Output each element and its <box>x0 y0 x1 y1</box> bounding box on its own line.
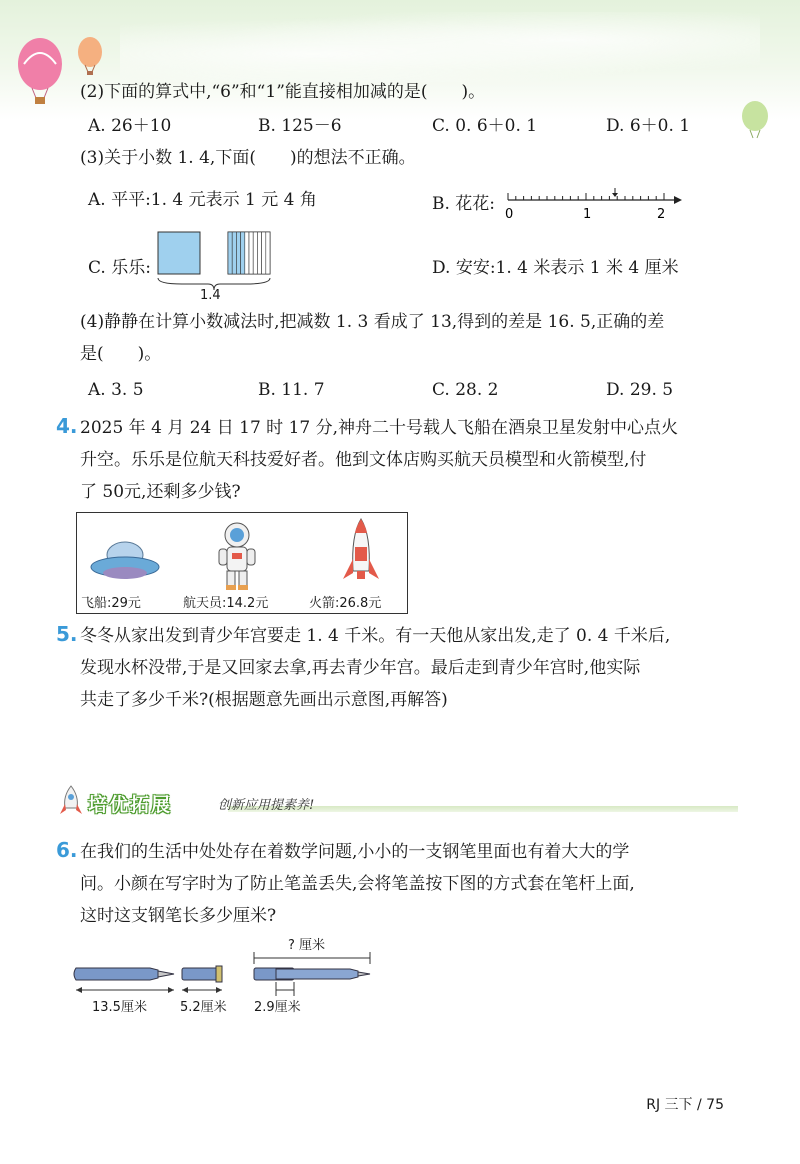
banner-subtitle: 创新应用提素养! <box>218 798 315 813</box>
tenth-strip <box>245 232 249 274</box>
tenth-strip <box>228 232 232 274</box>
q4-line1: 2025 年 4 月 24 日 17 时 17 分,神舟二十号载人飞船在酒泉卫星发射中心点火 <box>80 418 679 438</box>
number-line-ruler <box>500 186 686 222</box>
q3-option-b[interactable]: B. 花花: <box>432 194 496 214</box>
pen-body-label: 13.5厘米 <box>92 1000 147 1015</box>
q6-line3: 这时这支钢笔长多少厘米? <box>80 906 277 926</box>
q2-stem: (2)下面的算式中,“6”和“1”能直接相加减的是( )。 <box>80 82 486 102</box>
balloon-icon <box>738 100 772 142</box>
q3-4-stem-line1: (4)静静在计算小数减法时,把减数 1. 3 看成了 13,得到的差是 16. 5,正确的差 <box>80 312 665 332</box>
banner-title: 培优拓展 <box>88 794 173 816</box>
rocket-badge-icon <box>58 784 84 818</box>
tenth-strip <box>249 232 253 274</box>
q5-line2: 发现水杯没带,于是又回家去拿,再去青少年宫。最后走到青少年宫时,他实际 <box>80 658 641 678</box>
q5-line3: 共走了多少千米?(根据题意先画出示意图,再解答) <box>80 690 448 710</box>
tenth-strip <box>241 232 245 274</box>
pen-cap-label: 5.2厘米 <box>180 1000 227 1015</box>
spaceship-icon <box>89 535 161 585</box>
q3-stem: (3)关于小数 1. 4,下面( )的想法不正确。 <box>80 148 416 168</box>
q6-line2: 问。小颜在写字时为了防止笔盖丢失,会将笔盖按下图的方式套在笔杆上面, <box>80 874 635 894</box>
tenth-strip <box>262 232 266 274</box>
q5-line1: 冬冬从家出发到青少年宫要走 1. 4 千米。有一天他从家出发,走了 0. 4 千米后, <box>80 626 671 646</box>
q4-number: 4. <box>56 414 78 438</box>
rocket-price: 火箭:26.8元 <box>309 596 382 611</box>
q2-option-d[interactable]: D. 6＋0. 1 <box>606 116 691 136</box>
brace-label: 1.4 <box>200 288 221 303</box>
astronaut-price: 航天员:14.2元 <box>183 596 269 611</box>
rocket-icon <box>339 517 383 593</box>
q3-4-option-d[interactable]: D. 29. 5 <box>606 380 674 400</box>
q3-option-a[interactable]: A. 平平:1. 4 元表示 1 元 4 角 <box>88 190 317 210</box>
q4-line3: 了 50元,还剩多少钱? <box>80 482 241 502</box>
page-footer: RJ 三下 / 75 <box>646 1097 724 1113</box>
q3-4-option-a[interactable]: A. 3. 5 <box>88 380 144 400</box>
tenth-strip <box>232 232 236 274</box>
tenth-strip <box>253 232 257 274</box>
q5-number: 5. <box>56 622 78 646</box>
tenth-strip <box>257 232 261 274</box>
q2-option-b[interactable]: B. 125－6 <box>258 116 342 136</box>
pen-total-label: ? 厘米 <box>288 938 326 953</box>
spaceship-price: 飞船:29元 <box>81 596 141 611</box>
cloud-decoration <box>120 12 760 82</box>
goods-price-box <box>76 512 408 614</box>
section-banner <box>58 790 738 816</box>
astronaut-icon <box>215 521 259 593</box>
q3-option-c[interactable]: C. 乐乐: <box>88 258 151 278</box>
tenth-strip <box>266 232 270 274</box>
pen-overlap-label: 2.9厘米 <box>254 1000 301 1015</box>
q3-option-d[interactable]: D. 安安:1. 4 米表示 1 米 4 厘米 <box>432 258 679 278</box>
q3-4-option-b[interactable]: B. 11. 7 <box>258 380 325 400</box>
q2-option-a[interactable]: A. 26＋10 <box>88 116 172 136</box>
q3-4-stem-line2: 是( )。 <box>80 344 162 364</box>
q6-line1: 在我们的生活中处处存在着数学问题,小小的一支钢笔里面也有着大大的学 <box>80 842 630 862</box>
q3-4-option-c[interactable]: C. 28. 2 <box>432 380 499 400</box>
ruler-tick-label-1: 1 <box>583 207 592 222</box>
q6-number: 6. <box>56 838 78 862</box>
tenth-strip <box>236 232 240 274</box>
ruler-tick-label-2: 2 <box>657 207 666 222</box>
q2-option-c[interactable]: C. 0. 6＋0. 1 <box>432 116 538 136</box>
q4-line2: 升空。乐乐是位航天科技爱好者。他到文体店购买航天员模型和火箭模型,付 <box>80 450 647 470</box>
ruler-tick-label-0: 0 <box>505 207 514 222</box>
